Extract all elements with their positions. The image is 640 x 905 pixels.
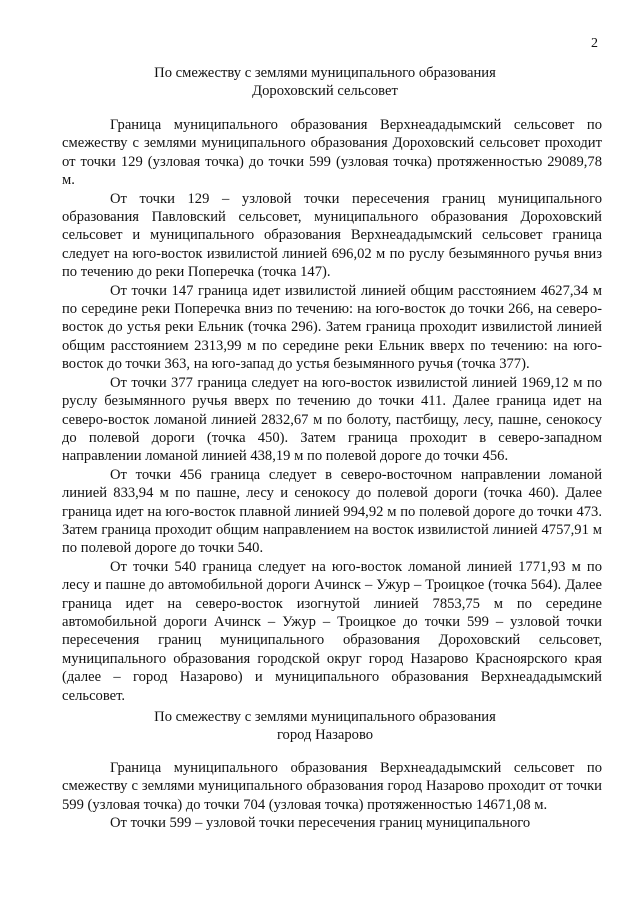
section-heading-line: Дороховский сельсовет [252,83,398,100]
page-number: 2 [591,36,598,51]
paragraph: От точки 129 – узловой точки пересечения границ муниципального образования Павловский сельсовет, муниципального образования Дороховский сельсовет и муниципального образования Верхнеададымский сельсовет граница следует на юго-восток извилистой линией 696,02 м по руслу безымянного ручья вниз по течению до реки Поперечка (точка 147). [62,190,602,281]
section-body-nazarovo [62,759,602,833]
section-heading-line: По смежеству с землями муниципального образования [154,65,496,81]
paragraph: От точки 599 – узловой точки пересечения границ муниципального [110,815,531,832]
section-heading-nazarovo [60,708,590,745]
paragraph: От точки 377 граница следует на юго-восток извилистой линией 1969,12 м по руслу безымянного ручья вверх по течению до точки 411. Далее граница идет на северо-восток ломаной линией 2832,67 м по болоту, пастбищу, лесу, пашне, сенокосу до полевой дороги (точка 450). Затем граница проходит в северо-западном направлении ломаной линией 438,19 м по полевой дороге до точки 456. [62,374,602,465]
section-heading-dorokhovsky [60,64,590,101]
paragraph: Граница муниципального образования Верхнеададымский сельсовет по смежеству с землями муниципального образования Дороховский сельсовет проходит от точки 129 (узловая точка) до точки 599 (узловая точка) протяженностью 29089,78 м. [62,117,602,189]
paragraph: От точки 456 граница следует в северо-восточном направлении ломаной линией 833,94 м по пашне, лесу и сенокосу до полевой дороги (точка 460). Далее граница идет на юго-восток плавной линией 994,92 м по полевой дороге до точки 473. Затем граница проходит общим направлением на восток извилистой линией 4757,91 м по полевой дороге до точки 540. [62,466,602,557]
section-heading-line: По смежеству с землями муниципального образования [154,709,496,725]
section-heading-line: город Назарово [276,727,374,744]
paragraph: От точки 147 граница идет извилистой линией общим расстоянием 4627,34 м по середине реки Поперечка вниз по течению: на юго-восток до точки 266, на северо-восток до устья реки Ельник (точка 296). Затем граница проходит извилистой линией общим расстоянием 2313,99 м по середине реки Ельник вверх по течению: на юго-восток до точки 363, на юго-запад до устья безымянного ручья (точка 377). [62,282,602,373]
section-body-dorokhovsky [62,116,602,705]
paragraph: От точки 540 граница следует на юго-восток ломаной линией 1771,93 м по лесу и пашне до автомобильной дороги Ачинск – Ужур – Троицкое (точка 564). Далее граница идет на северо-восток изогнутой линией 7853,75 м по середине автомобильной дороги Ачинск – Ужур – Троицкое до точки 599 – узловой точки пересечения границ муниципального образования Дороховский сельсовет, муниципального образования городской округ город Назарово Красноярского края (далее – город Назарово) и муниципального образования Верхнеададымский сельсовет. [62,558,602,704]
paragraph: Граница муниципального образования Верхнеададымский сельсовет по смежеству с землями муниципального образования город Назарово проходит от точки 599 (узловая точка) до точки 704 (узловая точка) протяженностью 14671,08 м. [62,760,602,813]
